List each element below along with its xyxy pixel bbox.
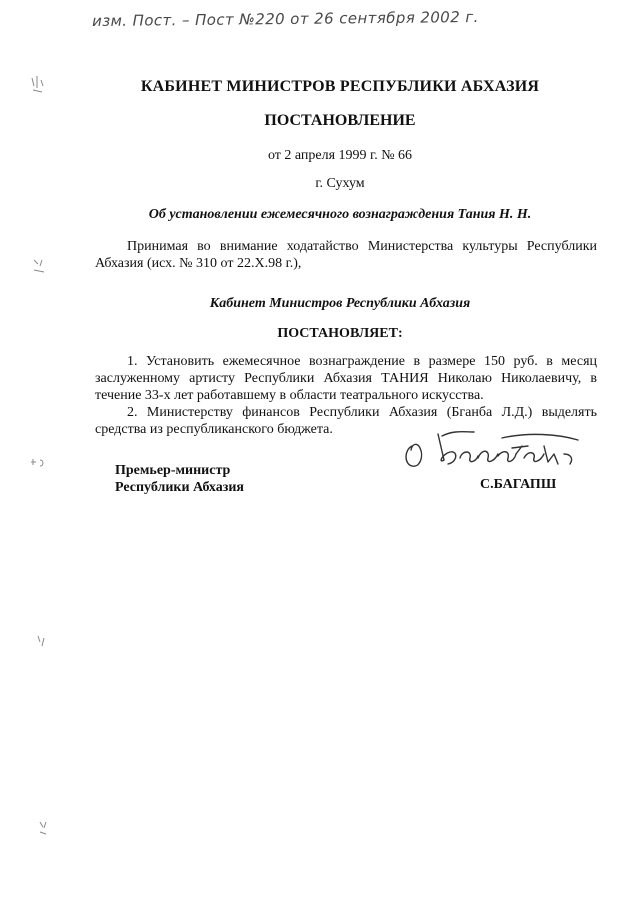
organization-heading: КАБИНЕТ МИНИСТРОВ РЕСПУБЛИКИ АБХАЗИЯ <box>140 78 540 95</box>
issuing-body: Кабинет Министров Республики Абхазия <box>209 296 471 311</box>
date-and-number: от 2 апреля 1999 г. № 66 <box>267 148 413 163</box>
decree-item-2: 2. Министерству финансов Республики Абхазия (Бганба Л.Д.) выделять средства из республиканского бюджета. <box>95 405 597 437</box>
signatory-name: С.БАГАПШ <box>480 477 557 492</box>
handwritten-note: изм. Пост. – Пост №220 от 26 сентября 2002 г. <box>91 7 479 31</box>
margin-mark <box>32 632 52 654</box>
decree-item-1: 1. Установить ежемесячное вознаграждение в размере 150 руб. в месяц заслуженному артисту Республики Абхазия ТАНИЯ Николаю Николаевичу, в течение 33-х лет работавшему в области театрального искусства. <box>95 354 597 403</box>
document-type-heading: ПОСТАНОВЛЕНИЕ <box>264 112 416 129</box>
signatory-position-line1: Премьер-министр <box>115 463 231 478</box>
margin-mark <box>28 454 48 476</box>
preamble-paragraph: Принимая во внимание ходатайство Министерства культуры Республики Абхазия (исх. № 310 от 22.X.98 г.), <box>95 239 597 271</box>
margin-mark <box>34 818 54 840</box>
city: г. Сухум <box>315 176 365 191</box>
margin-mark <box>28 74 48 96</box>
signatory-position-line2: Республики Абхазия <box>115 480 245 495</box>
decree-word: ПОСТАНОВЛЯЕТ: <box>277 326 403 341</box>
margin-mark <box>30 256 50 278</box>
signatory-position <box>115 462 244 496</box>
handwritten-signature <box>398 424 588 474</box>
subject-line: Об установлении ежемесячного вознаграждения Тания Н. Н. <box>148 207 532 222</box>
